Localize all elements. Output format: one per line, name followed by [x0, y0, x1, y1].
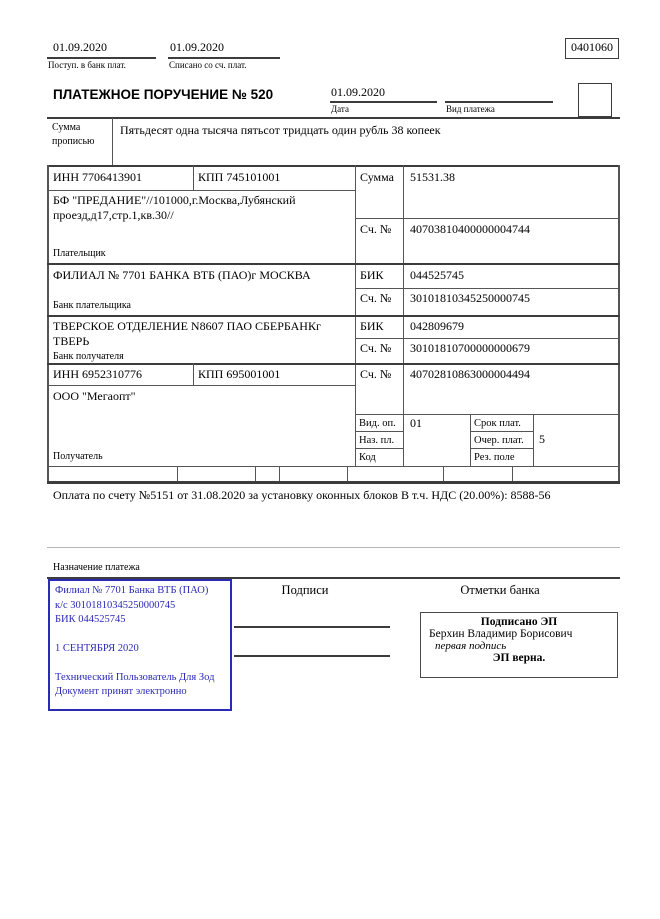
payee-label: Получатель [53, 451, 103, 462]
strip-top-line [47, 466, 620, 467]
purpose-code-label: Наз. пл. [359, 435, 395, 446]
bank-marks-heading: Отметки банка [460, 583, 540, 597]
amount-words-value: Пятьдесят одна тысяча пятьсот тридцать один рубль 38 копеек [120, 123, 441, 137]
stamp-line-2: к/с 30101810345250000745 [55, 599, 176, 611]
strip-divider [279, 466, 280, 481]
date-underline [330, 101, 437, 103]
strip-divider [512, 466, 513, 481]
signature-line-1 [234, 626, 390, 628]
date-label: Дата [331, 104, 349, 114]
payment-type-checkbox [578, 83, 612, 117]
reserve-field-label: Рез. поле [474, 452, 515, 463]
date-received-underline [47, 57, 156, 59]
purpose-label: Назначение платежа [53, 562, 140, 573]
payee-bank-label: Банк получателя [53, 351, 124, 362]
payer-bank-name: ФИЛИАЛ № 7701 БАНКА ВТБ (ПАО)г МОСКВА [53, 268, 311, 282]
purpose-underline [47, 547, 620, 548]
mini-table-line [355, 431, 403, 432]
strip-divider [443, 466, 444, 481]
payer-label: Плательщик [53, 248, 106, 259]
table-line [47, 385, 355, 386]
esign-verified: ЭП верна. [492, 652, 546, 664]
code-label: Код [359, 452, 376, 463]
date-debited: 01.09.2020 [170, 40, 224, 54]
payee-account-label: Сч. № [360, 367, 392, 381]
stamp-line-3: БИК 044525745 [55, 614, 126, 626]
table-line [355, 338, 619, 339]
esign-box [420, 612, 618, 678]
date-debited-underline [168, 57, 280, 59]
table-line [355, 288, 619, 289]
payer-name: БФ "ПРЕДАНИЕ"//101000,г.Москва,Лубянский проезд,д17,стр.1,кв.30// [53, 193, 296, 222]
table-bottom-line [47, 481, 620, 484]
stamp-line-6: Документ принят электронно [55, 686, 187, 698]
table-line [47, 263, 620, 265]
table-left-edge [47, 165, 49, 483]
document-date: 01.09.2020 [331, 85, 385, 99]
payee-account: 40702810863000004494 [410, 367, 530, 381]
payee-bank-name: ТВЕРСКОЕ ОТДЕЛЕНИЕ N8607 ПАО СБЕРБАНКг ТВЕРЬ [53, 319, 321, 348]
esign-title: Подписано ЭП [480, 616, 558, 628]
payee-bank-bik-label: БИК [360, 319, 384, 333]
mini-table-line [355, 448, 403, 449]
inn-kpp-divider [193, 363, 194, 385]
table-top-line [47, 117, 620, 119]
due-date-label: Срок плат. [474, 418, 521, 429]
strip-divider [255, 466, 256, 481]
stamp-spacer [55, 628, 228, 642]
payer-bank-bik-label: БИК [360, 268, 384, 282]
table-right-edge [618, 165, 620, 483]
esign-signature-type: первая подпись [435, 640, 507, 652]
amount-words-divider [112, 118, 113, 165]
payer-bank-label: Банк плательщика [53, 300, 131, 311]
table-line [355, 414, 619, 415]
payer-bank-account: 30101810345250000745 [410, 291, 530, 305]
strip-divider [177, 466, 178, 481]
mini-table-line [470, 448, 533, 449]
date-received: 01.09.2020 [53, 40, 107, 54]
table-line [47, 190, 355, 191]
form-code-box: 0401060 [565, 38, 619, 59]
priority-label: Очер. плат. [474, 435, 524, 446]
signature-line-2 [234, 655, 390, 657]
op-type-label: Вид. оп. [359, 418, 396, 429]
table-line [355, 218, 619, 219]
strip-divider [347, 466, 348, 481]
mini-table-divider [533, 414, 534, 466]
document-title: ПЛАТЕЖНОЕ ПОРУЧЕНИЕ № 520 [53, 87, 274, 102]
payer-kpp: КПП 745101001 [198, 170, 281, 184]
bank-stamp [48, 579, 232, 711]
stamp-spacer [55, 657, 228, 671]
date-debited-label: Списано со сч. плат. [169, 60, 247, 70]
payee-bank-account-label: Сч. № [360, 341, 392, 355]
purpose-text: Оплата по счету №5151 от 31.08.2020 за установку оконных блоков В т.ч. НДС (20.00%): 8588-56 [53, 488, 551, 502]
table-line [47, 363, 620, 365]
inn-kpp-divider [193, 165, 194, 190]
payee-kpp: КПП 695001001 [198, 367, 281, 381]
payer-bank-account-label: Сч. № [360, 291, 392, 305]
table-line [47, 165, 620, 167]
mini-table-line [470, 431, 533, 432]
stamp-line-4: 1 СЕНТЯБРЯ 2020 [55, 643, 139, 655]
priority-value: 5 [539, 432, 545, 446]
payee-name: ООО "Мегаопт" [53, 389, 136, 403]
payer-account: 40703810400000004744 [410, 222, 530, 236]
payer-account-label: Сч. № [360, 222, 392, 236]
date-received-label: Поступ. в банк плат. [48, 60, 126, 70]
payee-inn: ИНН 6952310776 [53, 367, 142, 381]
op-type-value: 01 [410, 416, 422, 430]
payee-bank-account: 30101810700000000679 [410, 341, 530, 355]
payer-inn: ИНН 7706413901 [53, 170, 142, 184]
payee-bank-bik: 042809679 [410, 319, 464, 333]
payment-type-label: Вид платежа [446, 104, 495, 114]
amount-words-label-1: Сумма [52, 122, 81, 133]
payment-type-underline [445, 101, 553, 103]
table-line [47, 315, 620, 317]
sum-label: Сумма [360, 170, 394, 184]
signatures-heading: Подписи [281, 583, 329, 597]
payer-bank-bik: 044525745 [410, 268, 464, 282]
esign-signer-name: Берхин Владимир Борисович [429, 628, 573, 640]
sum-value: 51531.38 [410, 170, 455, 184]
mini-table-divider [470, 414, 471, 466]
stamp-line-1: Филиал № 7701 Банка ВТБ (ПАО) [55, 585, 209, 596]
stamp-line-5: Технический Пользователь Для Зод [55, 671, 215, 683]
amount-words-label-2: прописью [52, 136, 95, 147]
